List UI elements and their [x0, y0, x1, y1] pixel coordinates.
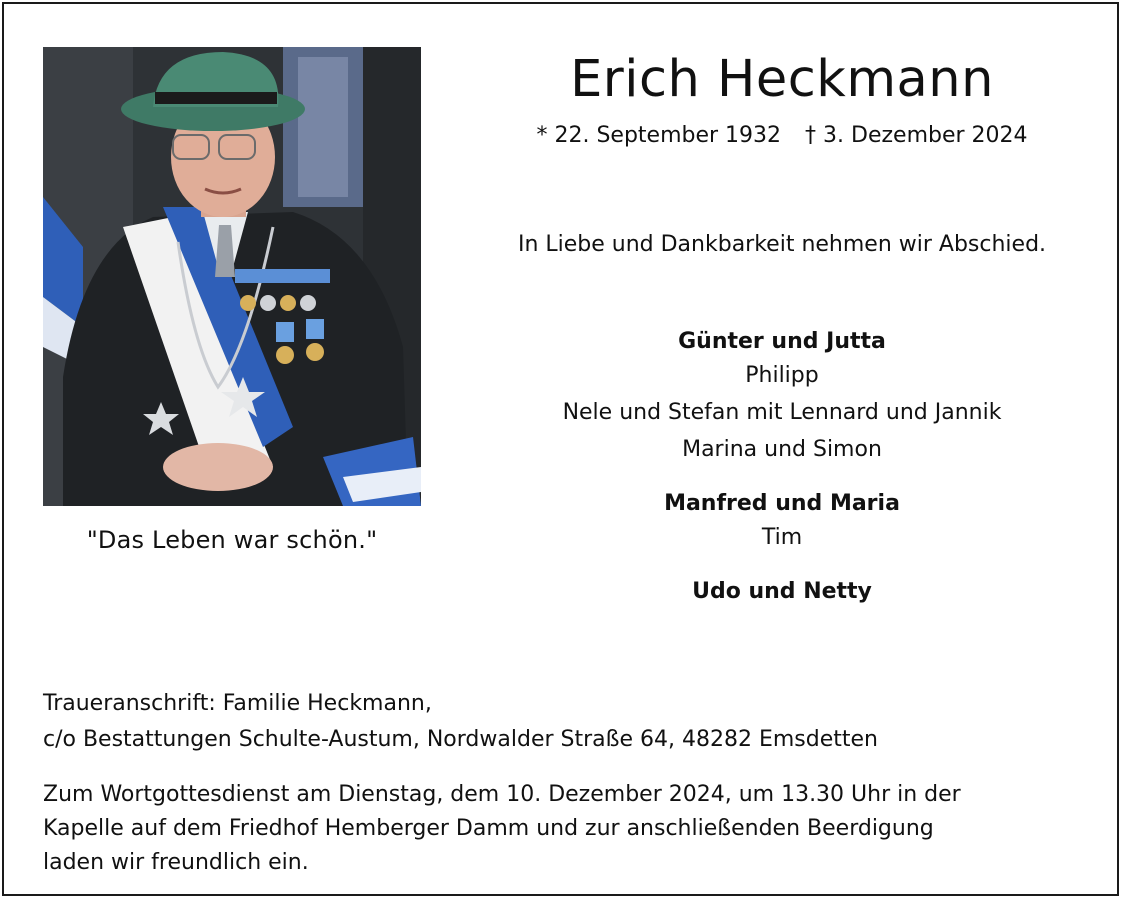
family-member: Philipp [745, 363, 819, 388]
family-list [444, 326, 1120, 627]
family-group-head: Udo und Netty [692, 579, 872, 604]
portrait-photo [43, 47, 421, 506]
family-group [444, 488, 1120, 556]
obituary-notice [2, 2, 1119, 896]
family-member: Marina und Simon [682, 437, 882, 462]
service-invitation [43, 778, 1093, 880]
family-member: Nele und Stefan mit Lennard und Jannik [562, 400, 1002, 425]
address-line: c/o Bestattungen Schulte-Austum, Nordwalder Straße 64, 48282 Emsdetten [43, 727, 879, 752]
family-group [444, 576, 1120, 607]
death-date: † 3. Dezember 2024 [805, 123, 1028, 148]
farewell-text: In Liebe und Dankbarkeit nehmen wir Abschied. [517, 232, 1047, 257]
service-line: Kapelle auf dem Friedhof Hemberger Damm und zur anschließenden Beerdigung [43, 816, 934, 841]
family-member: Tim [761, 525, 803, 550]
address-line: Traueranschrift: Familie Heckmann, [43, 691, 432, 716]
family-group [444, 326, 1120, 468]
service-line: Zum Wortgottesdienst am Dienstag, dem 10. Dezember 2024, um 13.30 Uhr in der [43, 782, 961, 807]
family-group-head: Günter und Jutta [678, 329, 886, 354]
deceased-name: Erich Heckmann [570, 50, 994, 109]
mourning-address [43, 686, 1093, 758]
family-group-head: Manfred und Maria [664, 491, 900, 516]
service-line: laden wir freundlich ein. [43, 850, 309, 875]
birth-date: * 22. September 1932 [536, 123, 782, 148]
memorial-quote: "Das Leben war schön." [86, 526, 378, 554]
life-dates [444, 123, 1120, 148]
